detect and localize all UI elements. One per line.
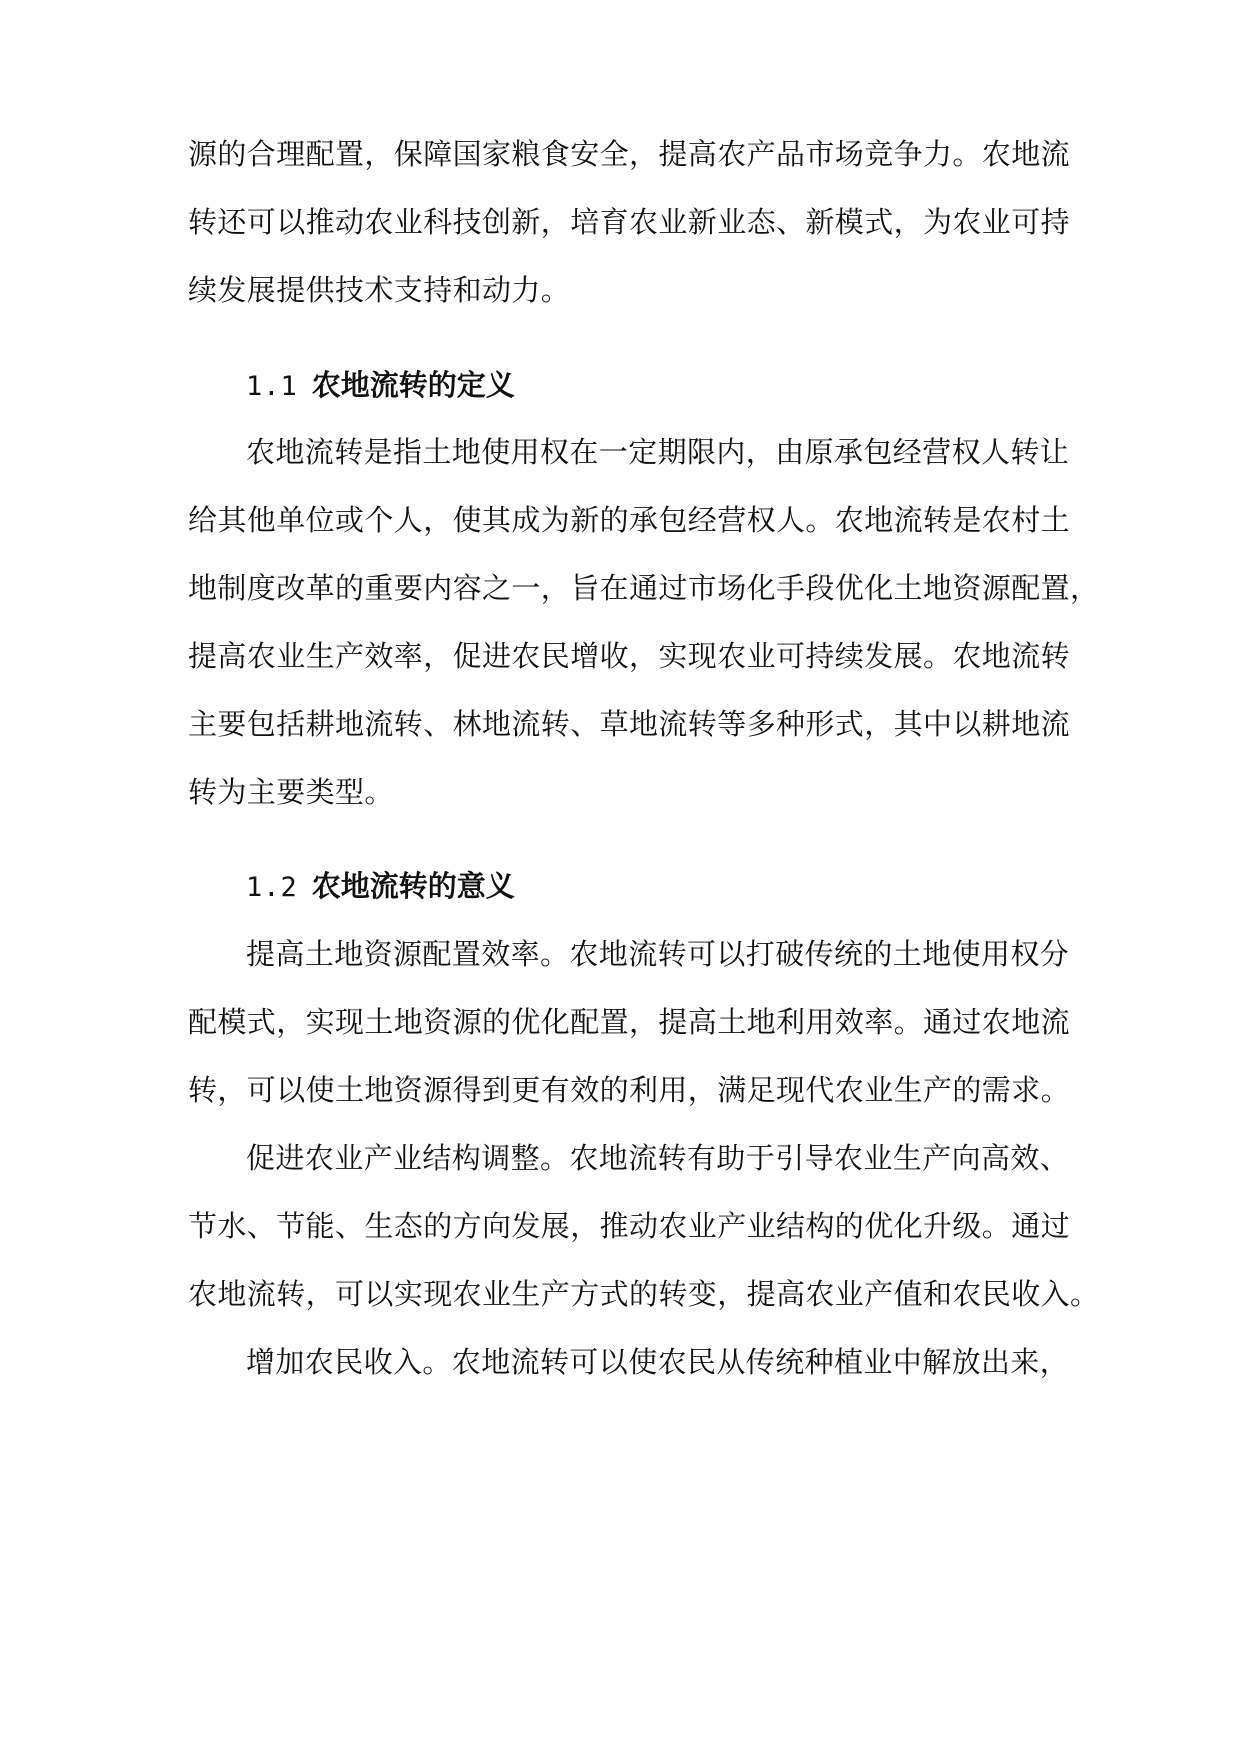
- intro-line-1: 源的合理配置，保障国家粮食安全，提高农产品市场竞争力。农地流: [188, 137, 1071, 171]
- significance-p1-line-3: 转，可以使土地资源得到更有效的利用，满足现代农业生产的需求。: [188, 1073, 1071, 1107]
- definition-line-2: 给其他单位或个人，使其成为新的承包经营权人。农地流转是农村土: [188, 503, 1071, 537]
- significance-p2-line-1: 促进农业产业结构调整。农地流转有助于引导农业生产向高效、: [246, 1141, 1070, 1175]
- section-title: 农地流转的定义: [311, 368, 515, 402]
- definition-line-5: 主要包括耕地流转、林地流转、草地流转等多种形式，其中以耕地流: [188, 707, 1071, 741]
- significance-p1-line-1: 提高土地资源配置效率。农地流转可以打破传统的土地使用权分: [246, 937, 1070, 971]
- significance-p2-line-3: 农地流转，可以实现农业生产方式的转变，提高农业产值和农民收入。: [188, 1277, 1100, 1311]
- definition-line-1: 农地流转是指土地使用权在一定期限内，由原承包经营权人转让: [246, 435, 1070, 469]
- definition-line-3: 地制度改革的重要内容之一，旨在通过市场化手段优化土地资源配置，: [188, 571, 1100, 605]
- definition-line-6: 转为主要类型。: [188, 775, 394, 809]
- intro-line-2: 转还可以推动农业科技创新，培育农业新业态、新模式，为农业可持: [188, 205, 1071, 239]
- significance-p3-line-1: 增加农民收入。农地流转可以使农民从传统种植业中解放出来，: [246, 1345, 1070, 1379]
- significance-p2-line-2: 节水、节能、生态的方向发展，推动农业产业结构的优化升级。通过: [188, 1209, 1071, 1243]
- section-number: 1.2: [246, 872, 298, 903]
- section-number: 1.1: [246, 371, 298, 402]
- definition-line-4: 提高农业生产效率，促进农民增收，实现农业可持续发展。农地流转: [188, 639, 1071, 673]
- section-heading-1-2: [246, 866, 515, 906]
- significance-p1-line-2: 配模式，实现土地资源的优化配置，提高土地利用效率。通过农地流: [188, 1005, 1071, 1039]
- intro-line-3: 续发展提供技术支持和动力。: [188, 273, 571, 307]
- section-title: 农地流转的意义: [311, 869, 515, 903]
- section-heading-1-1: [246, 365, 515, 405]
